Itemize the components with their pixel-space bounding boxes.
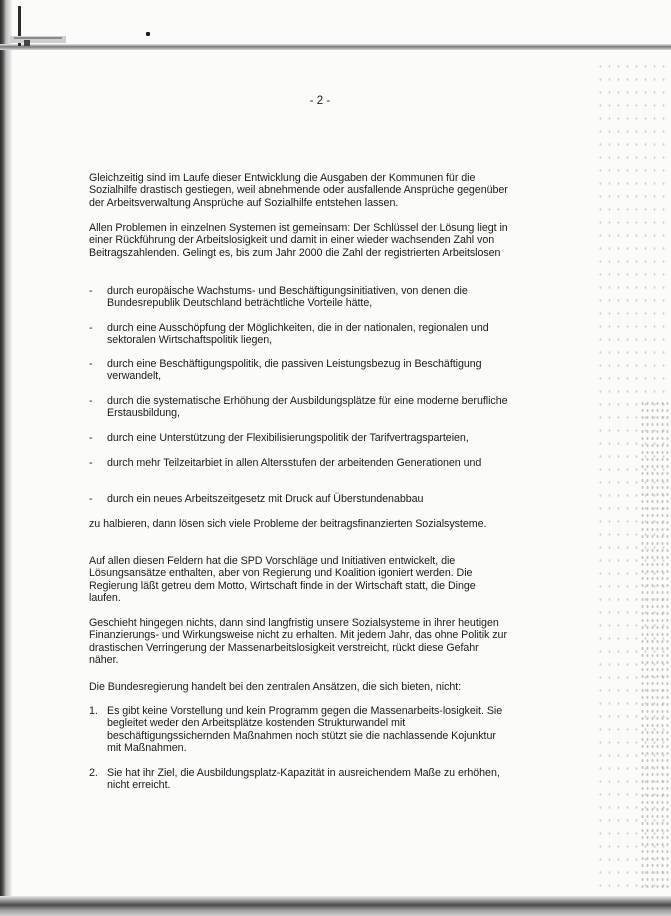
bullet-text: durch eine Unterstützung der Flexibilisierungspolitik der Tarifvertragsparteien,: [107, 432, 469, 444]
paragraph-2: Allen Problemen in einzelnen Systemen ist gemeinsam: Der Schlüssel der Lösung liegt in einer Rückführung der Arbeitslosigkeit und damit in einer wieder wachsenden Zahl von Beitragszahlenden. Gelingt es, bis zum Jahr 2000 die Zahl der registrierten Arbeitslosen: [89, 222, 508, 259]
bullet-marker: -: [89, 457, 93, 469]
item-number: 1.: [89, 705, 98, 717]
paragraph-6: Die Bundesregierung handelt bei den zentralen Ansätzen, die sich bieten, nicht:: [89, 681, 462, 693]
bullet-text: durch die systematische Erhöhung der Ausbildungsplätze für eine moderne berufliche Erstausbildung,: [107, 395, 508, 420]
bullet-text: durch eine Beschäftigungspolitik, die passiven Leistungsbezug in Beschäftigung verwandelt,: [107, 358, 482, 383]
scan-top-strip: [0, 44, 671, 50]
page-number: - 2 -: [309, 95, 331, 107]
scan-noise-dense: [640, 400, 671, 890]
bullet-text: durch mehr Teilzeitarbiet in allen Altersstufen der arbeitenden Generationen und: [107, 457, 482, 469]
bullet-text: durch ein neues Arbeitszeitgesetz mit Druck auf Überstundenabbau: [107, 493, 424, 505]
bullet-marker: -: [89, 395, 93, 407]
bullet-marker: -: [89, 432, 93, 444]
scan-speck: [146, 32, 150, 36]
bullet-marker: -: [89, 285, 93, 297]
scan-bottom-strip: [0, 896, 671, 916]
item-number: 2.: [89, 767, 98, 779]
paragraph-1: Gleichzeitig sind im Laufe dieser Entwicklung die Ausgaben der Kommunen für die Sozialhilfe drastisch gestiegen, weil abnehmende oder ausfallende Ansprüche gegenüber der Arbeitsverwaltung Ansprüche auf Sozialhilfe entstehen lassen.: [89, 172, 508, 209]
item-text: Es gibt keine Vorstellung und kein Programm gegen die Massenarbeits-losigkeit. Sie begleitet weder den Arbeitsplätze kostenden Strukturwandel mit beschäftigungssichernden Maßnahmen noch stützt sie die nachlassende Kojunktur mit Maßnahmen.: [107, 705, 503, 755]
paragraph-3: zu halbieren, dann lösen sich viele Probleme der beitragsfinanzierten Sozialsysteme.: [89, 518, 487, 530]
paragraph-4: Auf allen diesen Feldern hat die SPD Vorschläge und Initiativen entwickelt, die Lösungsansätze enthalten, aber von Regierung und Koalition igoniert werden. Die Regierung läßt getreu dem Motto, Wirtschaft finde in der Wirtschaft statt, die Dinge laufen.: [89, 555, 476, 605]
binder-clip-mark: [10, 6, 66, 48]
item-text: Sie hat ihr Ziel, die Ausbildungsplatz-Kapazität in ausreichendem Maße zu erhöhen, nicht erreicht.: [107, 767, 500, 792]
bullet-marker: -: [89, 493, 93, 505]
bullet-text: durch eine Ausschöpfung der Möglichkeiten, die in der nationalen, regionalen und sektoralen Wirtschaftspolitik liegen,: [107, 322, 489, 347]
scan-left-edge: [0, 0, 12, 916]
bullet-marker: -: [89, 358, 93, 370]
bullet-marker: -: [89, 322, 93, 334]
paragraph-5: Geschieht hingegen nichts, dann sind langfristig unsere Sozialsysteme in ihrer heutigen Finanzierungs- und Wirkungsweise nicht zu erhalten. Mit jedem Jahr, das ohne Politik zur drastischen Verringerung der Massenarbeitslosigkeit verstreicht, rückt diese Gefahr näher.: [89, 617, 507, 667]
bullet-text: durch europäische Wachstums- und Beschäftigungsinitiativen, von denen die Bundesrepublik Deutschland beträchtliche Vorteile hätte,: [107, 285, 468, 310]
